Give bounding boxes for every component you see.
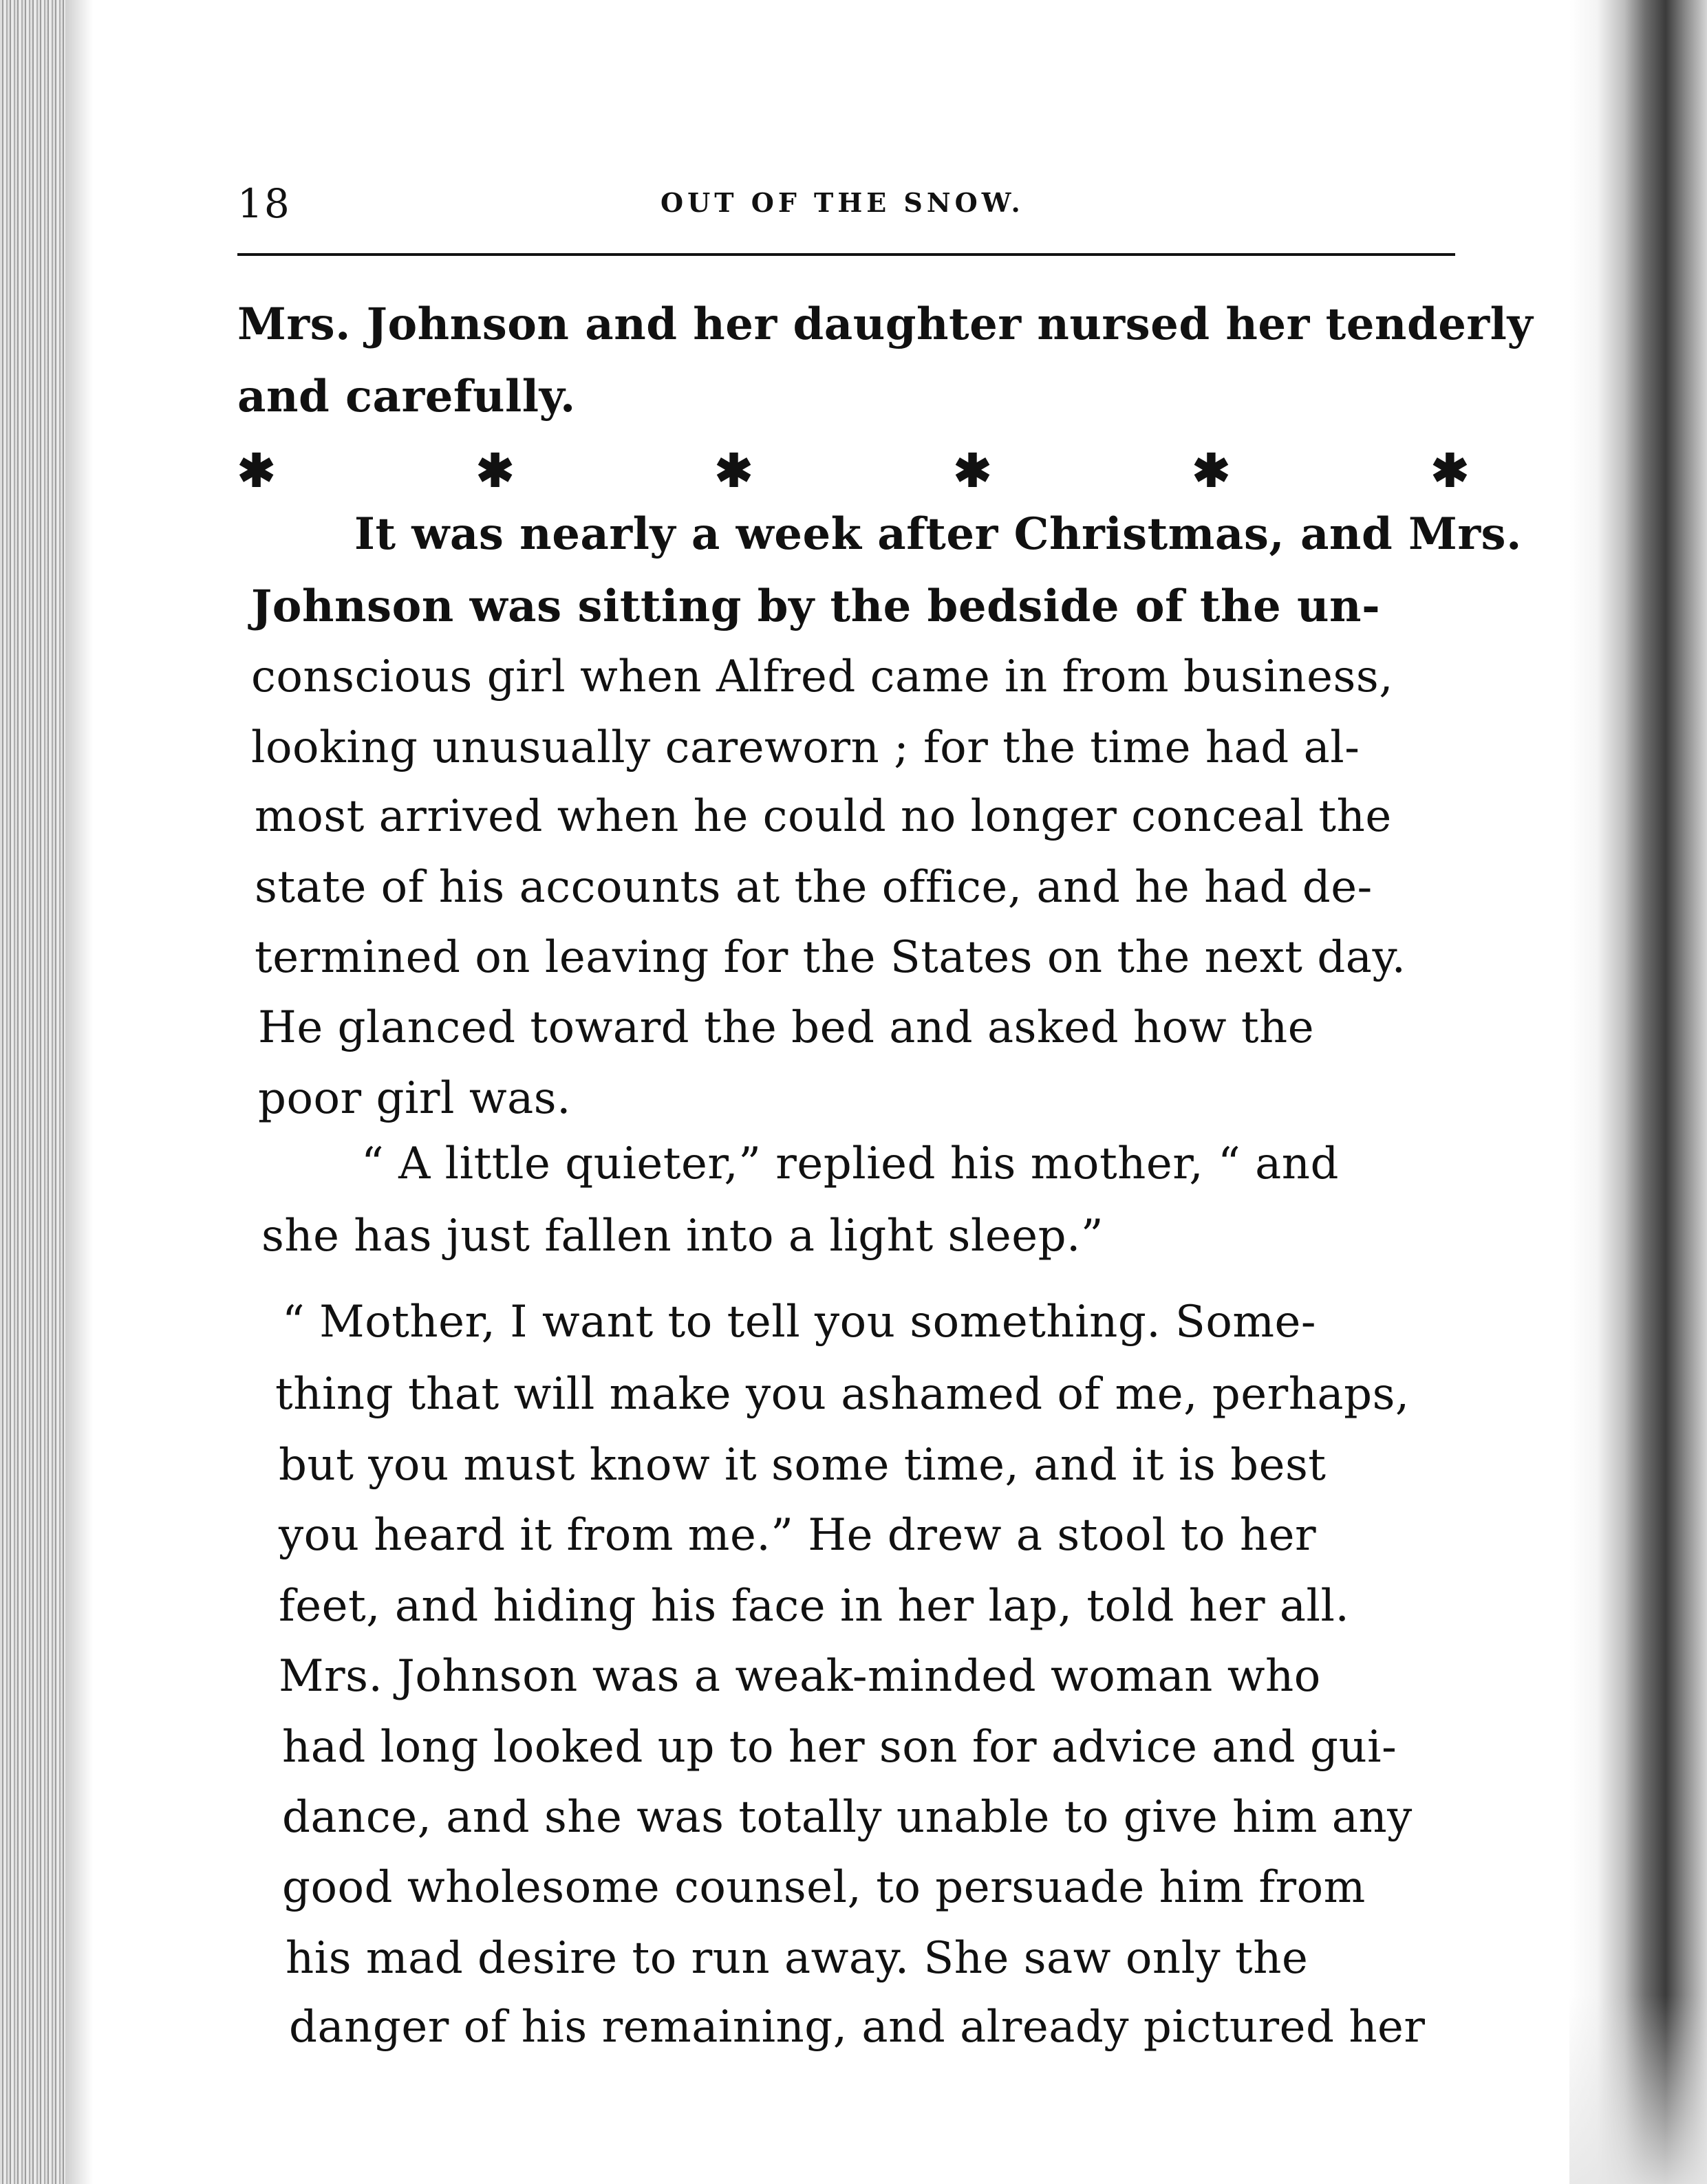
header-rule [237,253,1455,256]
asterisk-icon: ✱ [475,444,515,497]
text-line: most arrived when he could no longer conceal the [255,791,1392,842]
text-line: He glanced toward the bed and asked how the [258,1002,1315,1053]
text-line: state of his accounts at the office, and he had de- [255,862,1373,913]
text-line: conscious girl when Alfred came in from business, [251,651,1394,702]
asterisk-icon: ✱ [953,444,992,497]
right-edge-fade [1569,1995,1707,2184]
text-line: Mrs. Johnson was a weak-minded woman who [279,1651,1321,1702]
text-line: you heard it from me.” He drew a stool to her [279,1510,1317,1561]
text-line: Mrs. Johnson and her daughter nursed her tenderly [237,299,1534,350]
text-line: looking unusually careworn ; for the time had al- [251,722,1360,773]
text-line: thing that will make you ashamed of me, perhaps, [275,1369,1410,1420]
text-line: dance, and she was totally unable to give him any [282,1792,1413,1843]
text-line: good wholesome counsel, to persuade him from [282,1862,1366,1913]
text-line: but you must know it some time, and it is best [279,1440,1327,1491]
left-binding-gutter [0,0,65,2184]
text-line: his mad desire to run away. She saw only the [286,1933,1309,1984]
left-gutter-shadow [65,0,93,2184]
asterisk-icon: ✱ [1192,444,1231,497]
asterisk-icon: ✱ [1430,444,1469,497]
text-line: poor girl was. [258,1073,571,1124]
right-page-edge [1569,0,1707,2184]
text-line: It was nearly a week after Christmas, and Mrs. [354,508,1522,560]
text-line: “ A little quieter,” replied his mother, “ and [361,1138,1339,1189]
text-line: she has just fallen into a light sleep.” [261,1211,1104,1262]
text-line: danger of his remaining, and already pictured her [289,2002,1426,2053]
text-line: “ Mother, I want to tell you something. Some- [282,1297,1317,1348]
text-line: termined on leaving for the States on the next day. [255,932,1406,983]
asterisk-icon: ✱ [714,444,753,497]
running-title: OUT OF THE SNOW. [661,187,1024,218]
asterisk-icon: ✱ [237,444,276,497]
running-head [237,172,1441,227]
text-line: and carefully. [237,371,576,422]
section-break [237,444,1469,497]
book-page [237,172,1534,2053]
text-line: Johnson was sitting by the bedside of the un- [251,581,1381,632]
text-line: had long looked up to her son for advice and gui- [282,1722,1397,1773]
text-line: feet, and hiding his face in her lap, told her all. [279,1581,1350,1632]
page-number: 18 [237,180,291,227]
